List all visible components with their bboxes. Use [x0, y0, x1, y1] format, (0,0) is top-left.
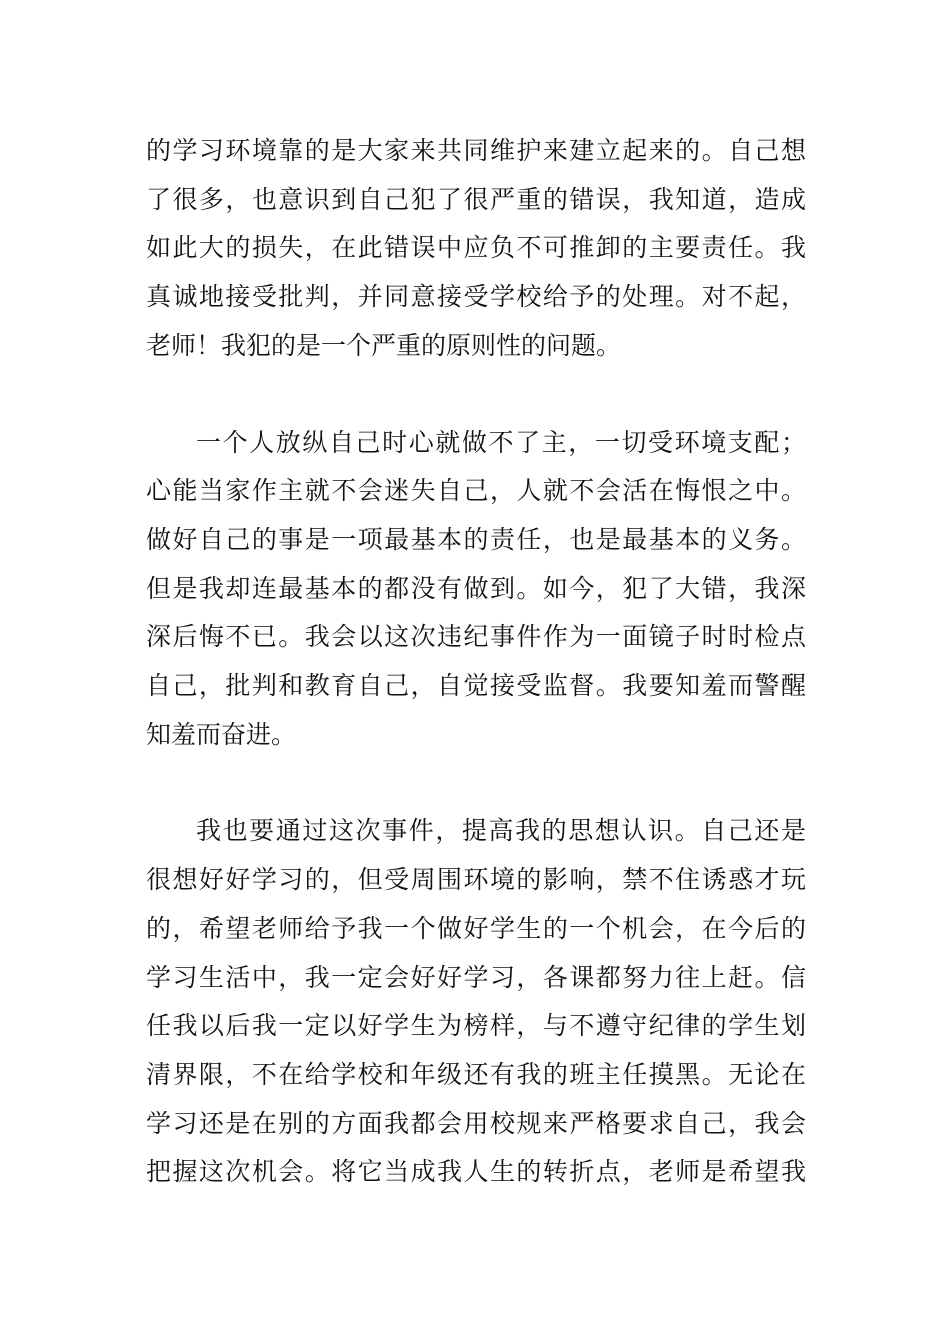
text-line: 但是我却连最基本的都没有做到。如今，犯了大错，我深 — [146, 573, 806, 603]
text-line: 的学习环境靠的是大家来共同维护来建立起来的。自己想 — [146, 136, 806, 165]
text-line: 真诚地接受批判，并同意接受学校给予的处理。对不起， — [146, 282, 806, 312]
text-line: 了很多，也意识到自己犯了很严重的错误，我知道，造成 — [146, 184, 806, 214]
text-line: 的，希望老师给予我一个做好学生的一个机会，在今后的 — [146, 913, 806, 943]
text-line: 清界限，不在给学校和年级还有我的班主任摸黑。无论在 — [146, 1059, 806, 1089]
text-line: 一个人放纵自己时心就做不了主，一切受环境支配； — [196, 427, 806, 457]
text-line: 深后悔不已。我会以这次违纪事件作为一面镜子时时检点 — [146, 622, 806, 652]
text-line: 心能当家作主就不会迷失自己，人就不会活在悔恨之中。 — [146, 476, 806, 506]
text-line: 做好自己的事是一项最基本的责任，也是最基本的义务。 — [146, 524, 806, 554]
text-line: 学习还是在别的方面我都会用校规来严格要求自己，我会 — [146, 1108, 806, 1138]
document-body — [146, 127, 806, 1197]
paragraph-2 — [146, 419, 806, 760]
text-line: 把握这次机会。将它当成我人生的转折点，老师是希望我 — [146, 1157, 806, 1187]
text-line: 知羞而奋进。 — [146, 719, 297, 749]
text-line: 自己，批判和教育自己，自觉接受监督。我要知羞而警醒 — [146, 671, 806, 701]
text-line: 如此大的损失，在此错误中应负不可推卸的主要责任。我 — [146, 233, 806, 263]
paragraph-gap — [146, 759, 806, 807]
paragraph-3 — [146, 807, 806, 1197]
text-line: 很想好好学习的，但受周围环境的影响，禁不住诱惑才玩 — [146, 865, 806, 895]
text-line: 学习生活中，我一定会好好学习，各课都努力往上赶。信 — [146, 962, 806, 992]
paragraph-1 — [146, 127, 806, 371]
text-line: 我也要通过这次事件，提高我的思想认识。自己还是 — [196, 816, 806, 846]
text-line: 任我以后我一定以好学生为榜样，与不遵守纪律的学生划 — [146, 1011, 806, 1041]
text-line: 老师！我犯的是一个严重的原则性的问题。 — [146, 330, 622, 360]
paragraph-gap — [146, 371, 806, 419]
